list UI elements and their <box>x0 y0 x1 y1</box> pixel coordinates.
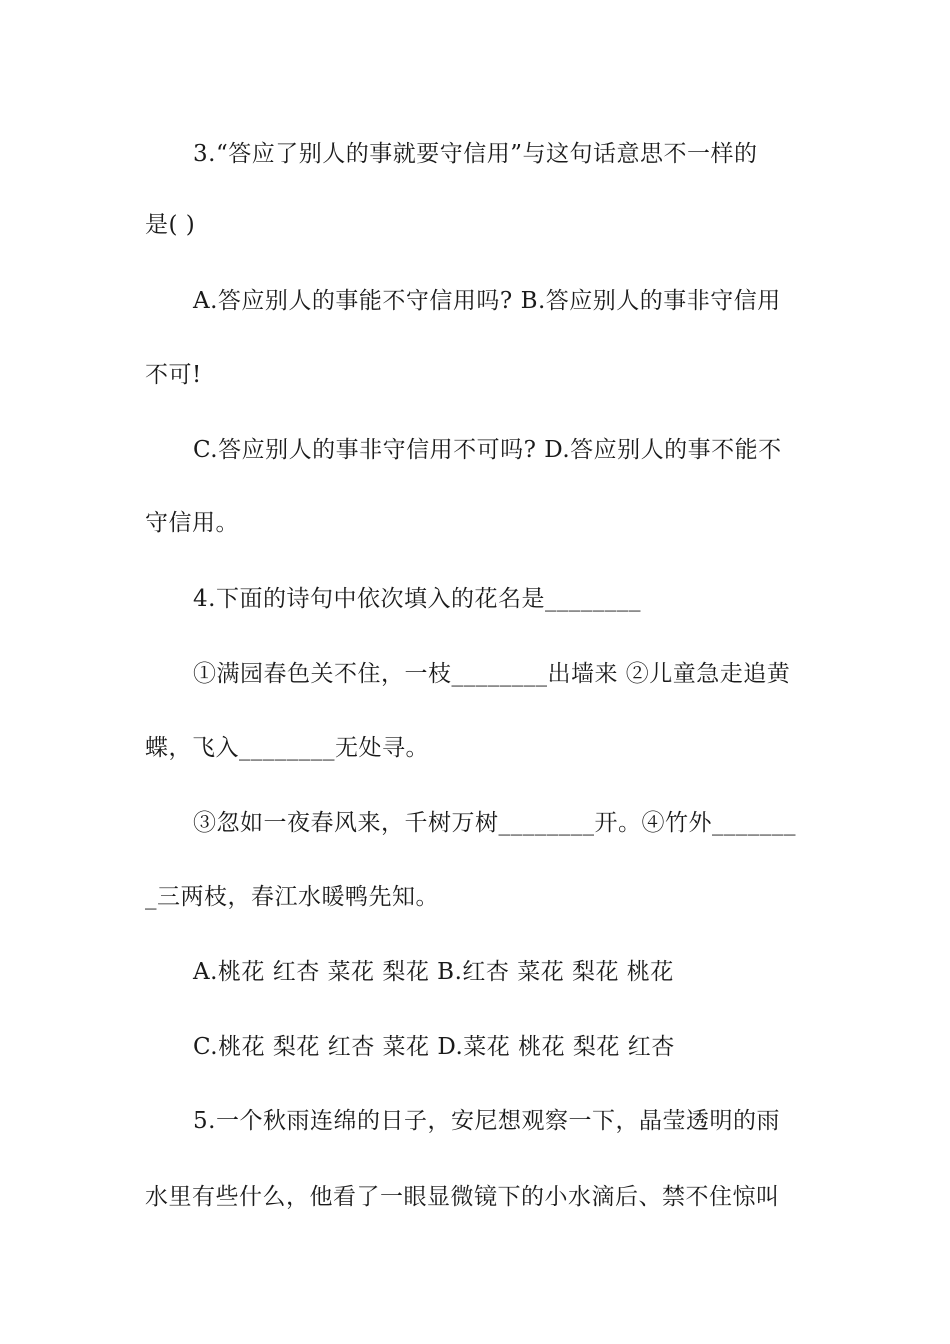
question-4-options-cd: C.桃花 梨花 红杏 菜花 D.菜花 桃花 梨花 红杏 <box>193 1034 675 1060</box>
question-3-stem: 3.“答应了别人的事就要守信用”与这句话意思不一样的 <box>193 141 758 167</box>
poem-lines-1-2-cont: 蝶，飞入________无处寻。 <box>145 735 429 761</box>
poem-lines-3-4-cont: _三两枝，春江水暖鸭先知。 <box>145 884 439 910</box>
question-5-stem: 5.一个秋雨连绵的日子，安尼想观察一下，晶莹透明的雨 <box>193 1108 780 1134</box>
question-4-options-ab: A.桃花 红杏 菜花 梨花 B.红杏 菜花 梨花 桃花 <box>193 959 674 985</box>
question-4-stem: 4.下面的诗句中依次填入的花名是________ <box>193 586 641 612</box>
question-3-options-cd-cont: 守信用。 <box>145 510 239 536</box>
question-3-options-ab-cont: 不可! <box>145 362 202 388</box>
poem-lines-1-2: ①满园春色关不住，一枝________出墙来 ②儿童急走追黄 <box>193 661 791 687</box>
question-3-options-cd: C.答应别人的事非守信用不可吗? D.答应别人的事不能不 <box>193 437 782 463</box>
question-3-stem-cont: 是( ) <box>145 212 196 238</box>
poem-lines-3-4: ③忽如一夜春风来，千树万树________开。④竹外_______ <box>193 810 796 836</box>
question-5-stem-cont: 水里有些什么，他看了一眼显微镜下的小水滴后、禁不住惊叫 <box>145 1184 780 1210</box>
question-3-options-ab: A.答应别人的事能不守信用吗? B.答应别人的事非守信用 <box>193 288 781 314</box>
